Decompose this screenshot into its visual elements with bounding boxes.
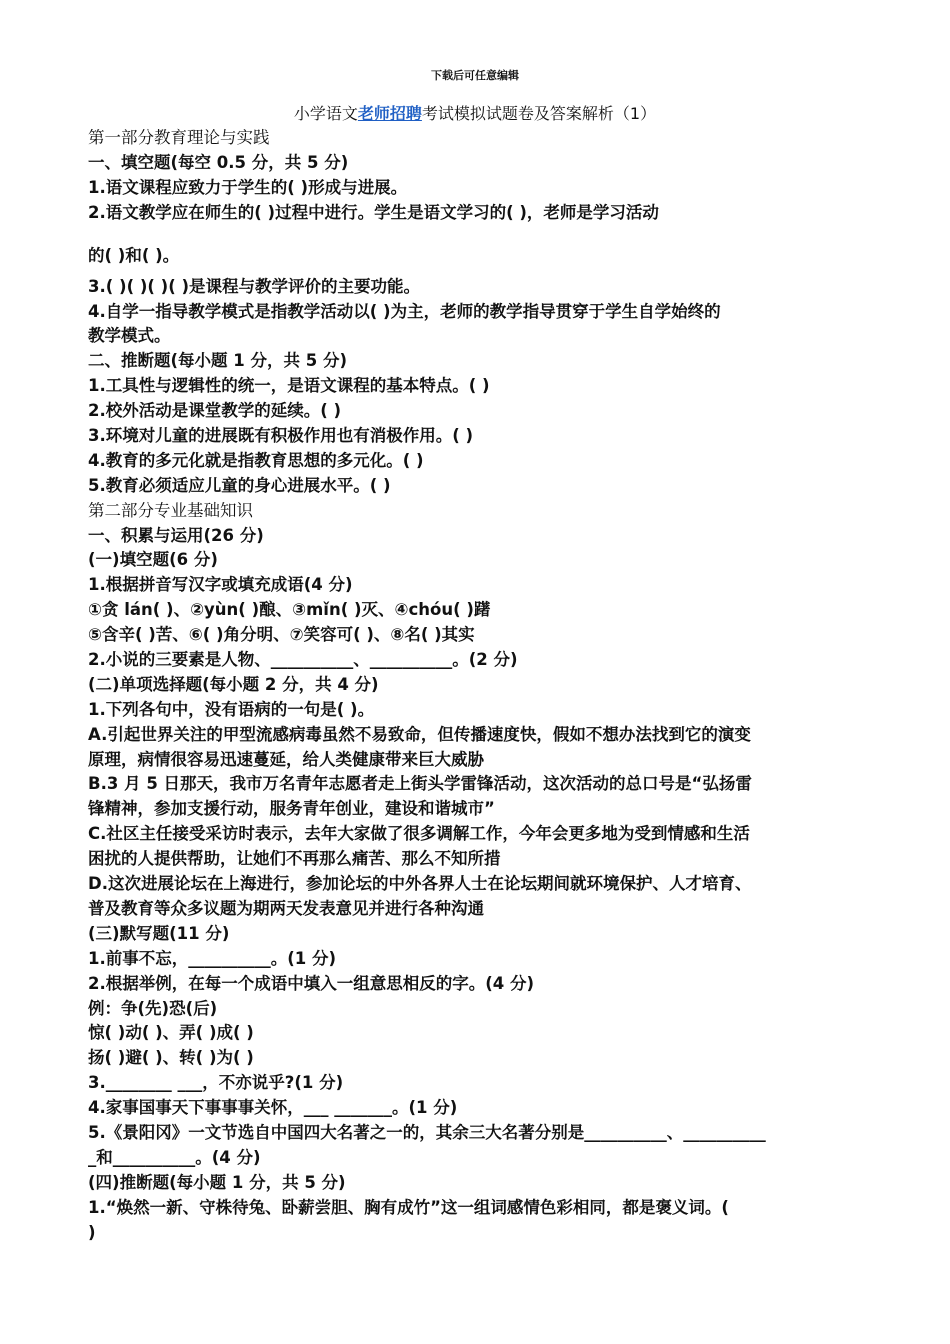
text-line: 5.教育必须适应儿童的身心进展水平。( ): [88, 475, 391, 495]
text-line: ): [88, 1222, 96, 1242]
text-line: B.3 月 5 日那天，我市万名青年志愿者走上街头学雷锋活动，这次活动的总口号是“弘扬雷: [88, 774, 752, 794]
text-line: 困扰的人提供帮助，让她们不再那么痛苦、那么不知所措: [88, 849, 501, 869]
title-suffix: 考试模拟试题卷及答案解析（1）: [421, 104, 657, 123]
text-line: (二)单项选择题(每小题 2 分，共 4 分): [88, 674, 379, 694]
text-line: 1.语文课程应致力于学生的( )形成与进展。: [88, 177, 408, 197]
text-line: 1.工具性与逻辑性的统一，是语文课程的基本特点。( ): [88, 376, 490, 396]
text-line: 锋精神，参加支援行动，服务青年创业，建设和谐城市”: [88, 799, 495, 819]
text-line: C.社区主任接受采访时表示，去年大家做了很多调解工作，今年会更多地为受到情感和生活: [88, 824, 750, 844]
text-line: 2.语文教学应在师生的( )过程中进行。学生是语文学习的( )，老师是学习活动: [88, 202, 659, 222]
text-line: 1.下列各句中，没有语病的一句是( )。: [88, 699, 375, 719]
text-line: 2.校外活动是课堂教学的延续。( ): [88, 401, 342, 421]
text-line: 教学模式。: [88, 326, 171, 346]
text-line: A.引起世界关注的甲型流感病毒虽然不易致命，但传播速度快，假如不想办法找到它的演变: [88, 724, 751, 744]
text-line: (四)推断题(每小题 1 分，共 5 分): [88, 1172, 346, 1192]
text-line: 4.教育的多元化就是指教育思想的多元化。( ): [88, 450, 424, 470]
text-line: D.这次进展论坛在上海进行，参加论坛的中外各界人士在论坛期间就环境保护、人才培育、: [88, 874, 752, 894]
text-line: 一、积累与运用(26 分): [88, 525, 264, 545]
text-line: (一)填空题(6 分): [88, 550, 218, 570]
title-link[interactable]: 老师招聘: [357, 104, 422, 123]
text-line: 1.“焕然一新、守株待兔、卧薪尝胆、胸有成竹”这一组词感情色彩相同，都是褒义词。(: [88, 1197, 729, 1217]
document-body: [88, 126, 868, 1245]
text-line: 4.家事国事天下事事事关怀，___ _______。(1 分): [88, 1098, 458, 1118]
text-line: ①贪 lán( )、②yùn( )酿、③mǐn( )灭、④chóu( )躇: [88, 600, 491, 620]
text-line: _和__________。(4 分): [88, 1147, 261, 1167]
text-line: 惊( )动( )、弄( )成( ): [88, 1023, 254, 1043]
text-line: 1.根据拼音写汉字或填充成语(4 分): [88, 575, 353, 595]
text-line: 一、填空题(每空 0.5 分，共 5 分): [88, 152, 349, 172]
text-line: 2.根据举例，在每一个成语中填入一组意思相反的字。(4 分): [88, 973, 535, 993]
text-line: ⑤含辛( )苦、⑥( )角分明、⑦笑容可( )、⑧名( )其实: [88, 625, 475, 645]
header-note: 下载后可任意编辑: [431, 69, 519, 82]
text-line: 1.前事不忘，__________。(1 分): [88, 948, 337, 968]
text-line: 的( )和( )。: [88, 245, 180, 265]
text-line: 第二部分专业基础知识: [88, 500, 253, 520]
text-line: 普及教育等众多议题为期两天发表意见并进行各种沟通: [88, 898, 484, 918]
text-line: 3.________ ___，不亦说乎?(1 分): [88, 1073, 344, 1093]
text-line: 2.小说的三要素是人物、__________、__________。(2 分): [88, 650, 518, 670]
text-line: 3.( )( )( )( )是课程与教学评价的主要功能。: [88, 276, 421, 296]
text-line: (三)默写题(11 分): [88, 923, 230, 943]
text-line: 4.自学一指导教学模式是指教学活动以( )为主，老师的教学指导贯穿于学生自学始终的: [88, 301, 721, 321]
title-prefix: 小学语文: [293, 104, 358, 123]
text-line: 第一部分教育理论与实践: [88, 128, 270, 147]
text-line: 5.《景阳冈》一文节选自中国四大名著之一的，其余三大名著分别是__________、__________: [88, 1122, 766, 1142]
text-line: 二、推断题(每小题 1 分，共 5 分): [88, 351, 348, 371]
text-line: 3.环境对儿童的进展既有积极作用也有消极作用。( ): [88, 426, 474, 446]
text-line: 原理，病情很容易迅速蔓延，给人类健康带来巨大威胁: [88, 749, 484, 769]
document-title: [0, 101, 950, 124]
text-line: 例：争(先)恐(后): [88, 998, 218, 1018]
text-line: 扬( )避( )、转( )为( ): [88, 1048, 254, 1068]
